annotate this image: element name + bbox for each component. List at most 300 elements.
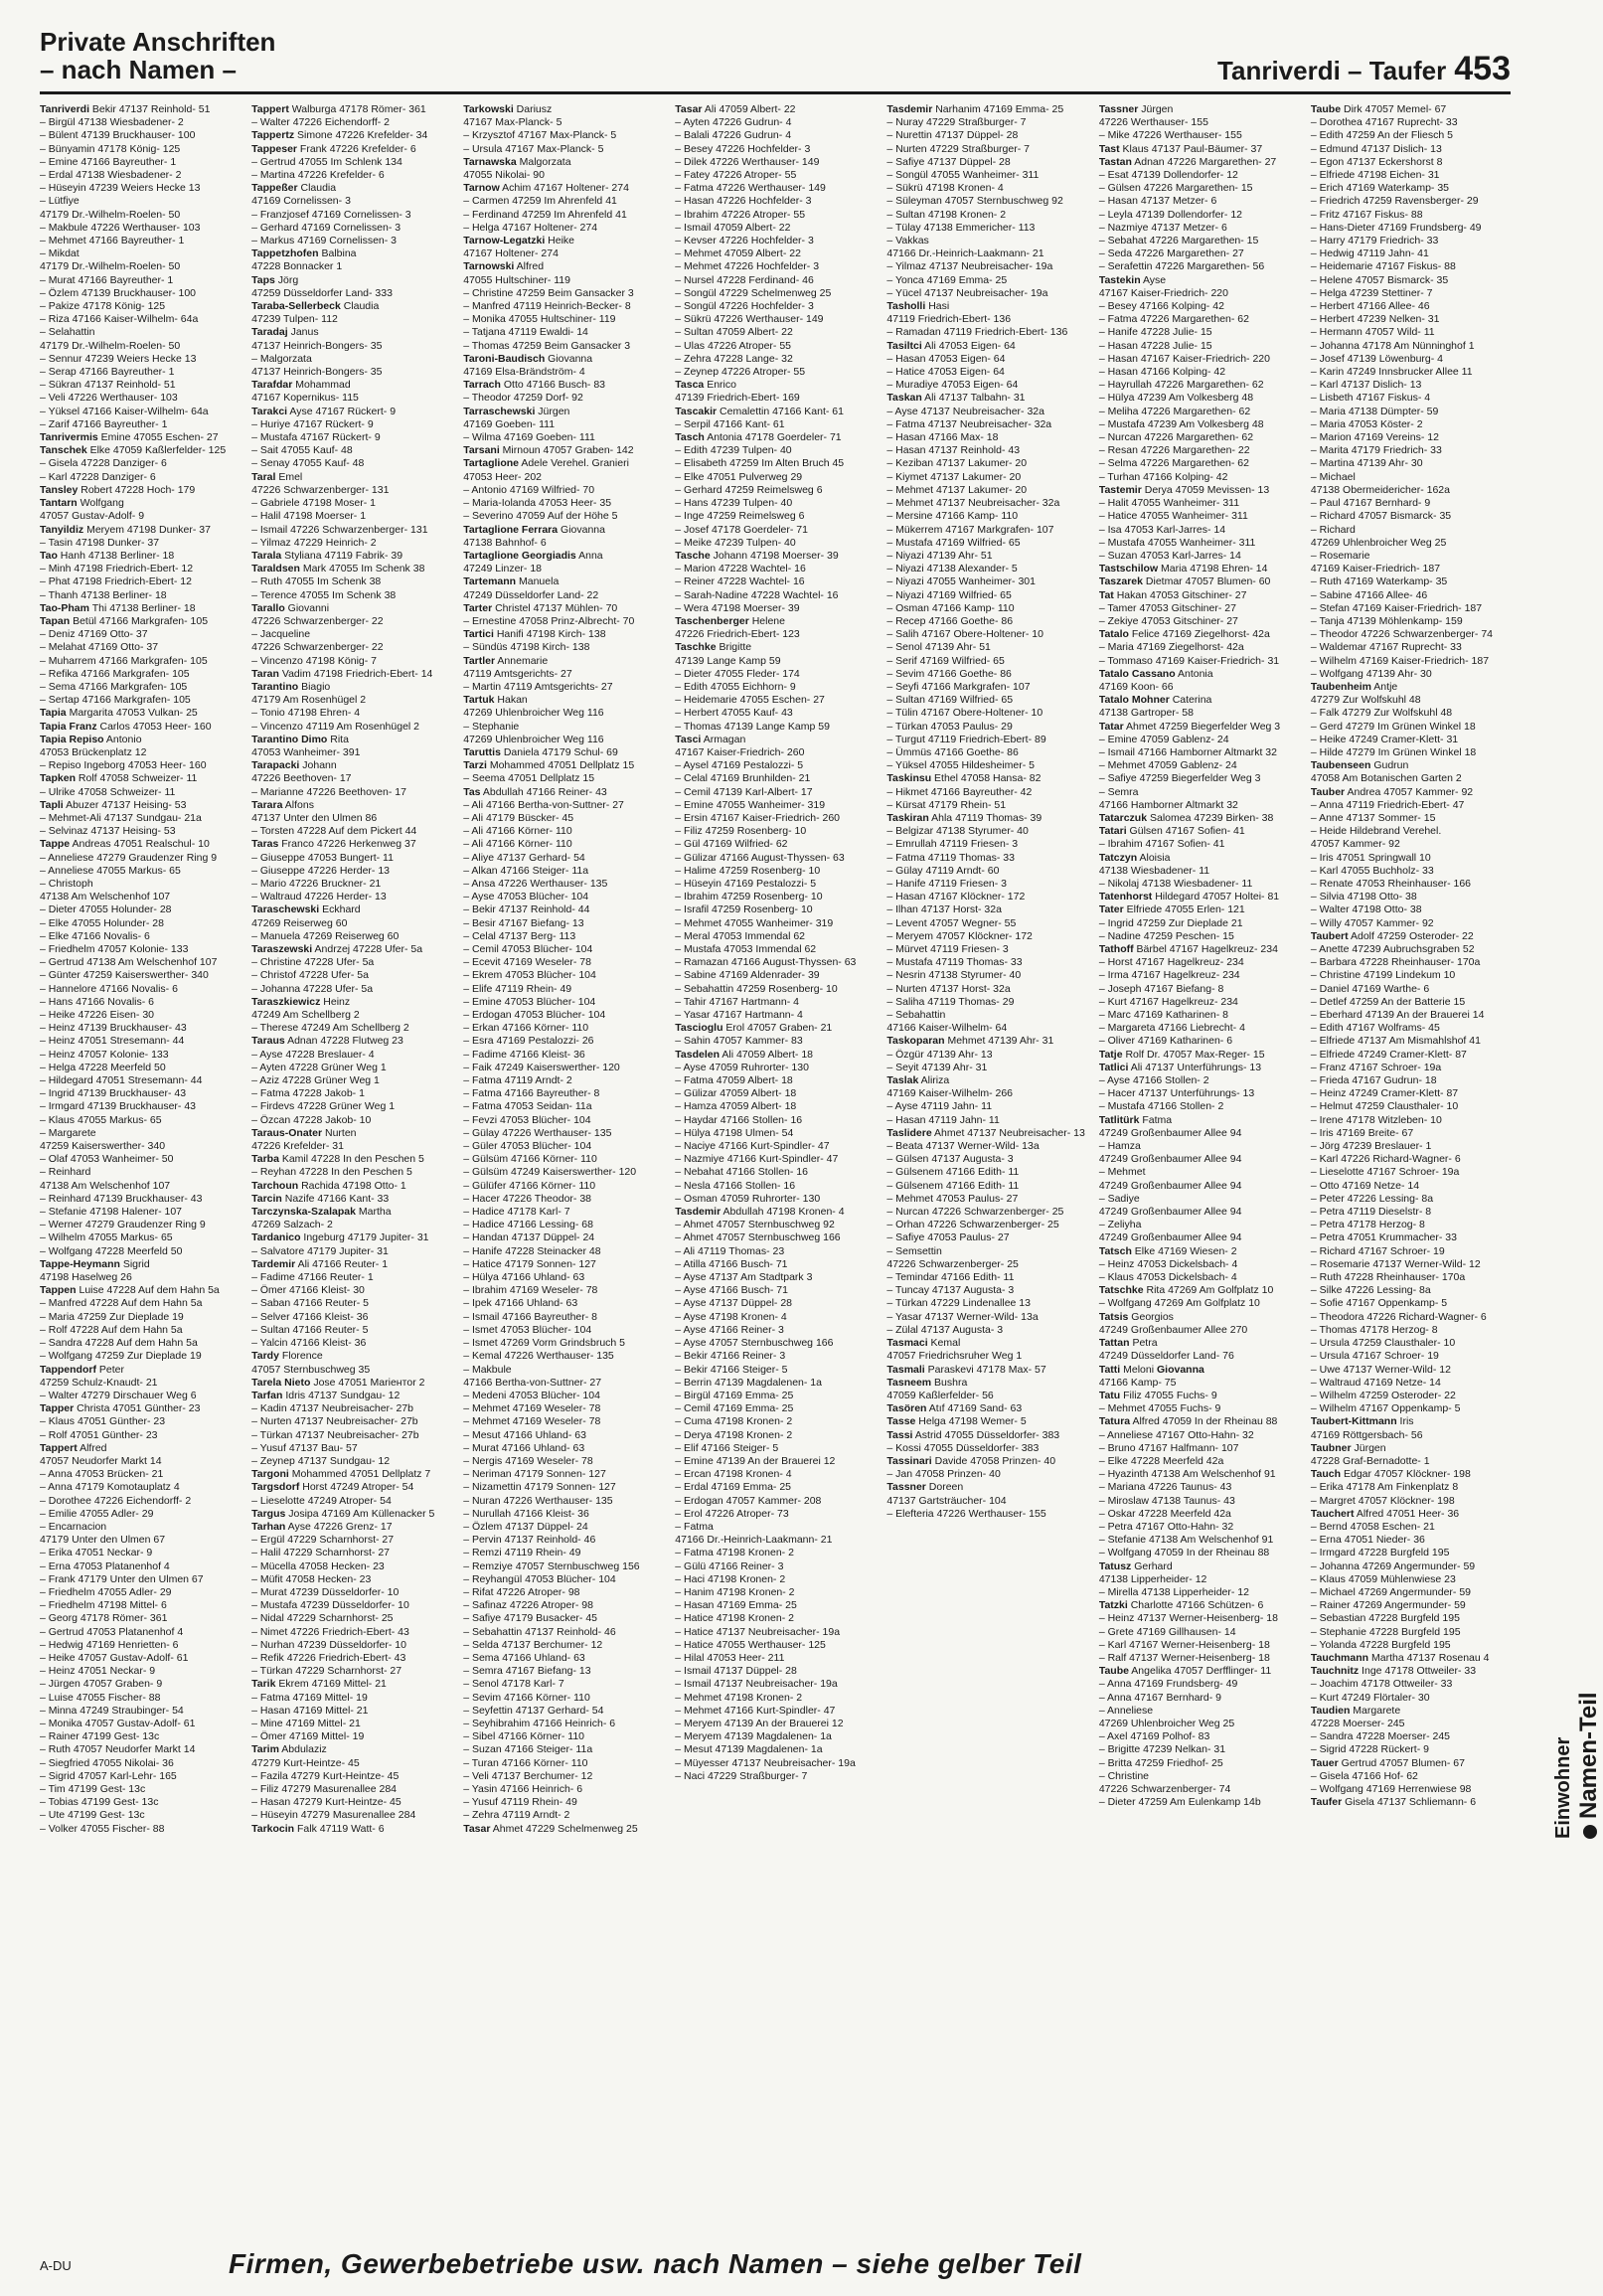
entry-details: 47057 Neudorfer Markt 14 bbox=[40, 1454, 162, 1467]
directory-entry bbox=[886, 1402, 1084, 1415]
entry-details: – Recep 47166 Goethe- 86 bbox=[886, 614, 1014, 627]
directory-entry bbox=[1099, 1219, 1297, 1231]
directory-entry bbox=[251, 1180, 449, 1193]
directory-entry bbox=[886, 366, 1084, 379]
directory-entry bbox=[1311, 1231, 1509, 1244]
entry-details: – Josef 47139 Löwenburg- 4 bbox=[1310, 352, 1444, 365]
entry-details: – Suzan 47053 Karl-Jarres- 14 bbox=[1098, 549, 1241, 562]
entry-details: – Petra 47051 Krummacher- 33 bbox=[1310, 1231, 1457, 1244]
entry-details: – Herbert 47166 Allee- 46 bbox=[1310, 300, 1430, 313]
directory-entry bbox=[675, 287, 873, 300]
entry-details: – Johanna 47228 Ufer- 5a bbox=[251, 982, 374, 995]
surname: Tasneem bbox=[886, 1376, 932, 1389]
directory-entry bbox=[1311, 1692, 1509, 1705]
entry-details: – Thomas 47178 Herzog- 8 bbox=[1310, 1323, 1438, 1336]
name-range-label: Tanriverdi – Taufer bbox=[1217, 56, 1447, 85]
entry-details: – Yilmaz 47229 Heinrich- 2 bbox=[251, 536, 377, 549]
directory-entry bbox=[251, 655, 449, 668]
surname: Tarantino Dimo bbox=[251, 733, 328, 745]
entry-details: – Mükerrem 47167 Markgrafen- 107 bbox=[886, 523, 1054, 536]
directory-entry bbox=[463, 721, 661, 734]
directory-entry bbox=[463, 1521, 661, 1534]
entry-details: – Zülal 47137 Augusta- 3 bbox=[886, 1323, 1004, 1336]
entry-details: Betül 47166 Markgrafen- 105 bbox=[70, 614, 209, 627]
entry-details: 47279 Kurt-Heintze- 45 bbox=[251, 1756, 360, 1769]
entry-details: – Tobias 47199 Gest- 13c bbox=[40, 1796, 159, 1809]
entry-details: – Detlef 47259 An der Batterie 15 bbox=[1310, 995, 1466, 1008]
directory-entry bbox=[675, 865, 873, 878]
surname: Tasche bbox=[675, 549, 711, 562]
directory-entry bbox=[675, 1258, 873, 1271]
entry-details: – Hadice 47178 Karl- 7 bbox=[463, 1206, 570, 1219]
directory-entry bbox=[40, 1258, 238, 1271]
directory-entry bbox=[886, 313, 1084, 326]
directory-entry bbox=[1311, 996, 1509, 1009]
directory-entry bbox=[886, 1284, 1084, 1297]
entry-details: – Gisela 47166 Hof- 62 bbox=[1310, 1769, 1418, 1782]
directory-entry bbox=[1099, 1612, 1297, 1625]
directory-entry bbox=[463, 1377, 661, 1390]
directory-entry bbox=[463, 1390, 661, 1402]
directory-entry bbox=[675, 786, 873, 799]
entry-details: Doreen bbox=[925, 1481, 964, 1494]
directory-entry bbox=[1311, 1009, 1509, 1022]
directory-entry bbox=[251, 418, 449, 431]
surname: Taudien bbox=[1310, 1704, 1351, 1717]
entry-details: – Sultan 47166 Reuter- 5 bbox=[251, 1323, 369, 1336]
entry-details: – Niyazi 47169 Wilfried- 65 bbox=[886, 588, 1012, 601]
surname: Tappe-Heymann bbox=[40, 1257, 120, 1270]
directory-entry bbox=[40, 1442, 238, 1455]
directory-entry bbox=[1099, 182, 1297, 195]
entry-details: – Seema 47051 Dellplatz 15 bbox=[463, 772, 595, 785]
header-rule bbox=[40, 91, 1511, 94]
entry-details: Falk 47119 Watt- 6 bbox=[294, 1822, 385, 1835]
entry-details: – Elefteria 47226 Werthauser- 155 bbox=[886, 1507, 1046, 1520]
entry-details: – Elfriede 47137 Am Mismahlshof 41 bbox=[1310, 1035, 1481, 1048]
entry-details: Atıf 47169 Sand- 63 bbox=[926, 1402, 1023, 1415]
entry-details: – Songül 47055 Wanheimer- 311 bbox=[886, 169, 1040, 182]
entry-details: – Olaf 47053 Wanheimer- 50 bbox=[40, 1153, 174, 1166]
entry-details: – Ersin 47167 Kaiser-Friedrich- 260 bbox=[675, 811, 841, 824]
directory-entry bbox=[1311, 484, 1509, 497]
directory-entry bbox=[1099, 1297, 1297, 1310]
entry-details: – Fevzi 47053 Blücher- 104 bbox=[463, 1113, 591, 1126]
directory-entry bbox=[1099, 235, 1297, 247]
directory-entry bbox=[675, 1757, 873, 1770]
entry-details: – Huriye 47167 Rückert- 9 bbox=[251, 417, 374, 430]
directory-entry bbox=[675, 1730, 873, 1743]
directory-entry bbox=[1311, 1415, 1509, 1428]
entry-details: – Mesut 47139 Magdalenen- 1a bbox=[675, 1743, 823, 1756]
directory-entry bbox=[40, 1547, 238, 1559]
entry-details: – Filiz 47279 Masurenallee 284 bbox=[251, 1783, 398, 1795]
surname: Tarik bbox=[251, 1678, 276, 1691]
directory-entry bbox=[40, 392, 238, 405]
directory-entry bbox=[1311, 655, 1509, 668]
directory-entry bbox=[675, 550, 873, 563]
directory-entry bbox=[886, 838, 1084, 851]
entry-details: – Helga 47239 Stettiner- 7 bbox=[1310, 286, 1433, 299]
surname: Tarnow-Legatzki bbox=[463, 235, 546, 247]
directory-entry bbox=[251, 1823, 449, 1836]
page-footer bbox=[0, 2244, 1596, 2284]
entry-details: – Heinz 47249 Cramer-Klett- 87 bbox=[1310, 1087, 1459, 1100]
entry-details: Alfred bbox=[514, 260, 545, 273]
directory-entry bbox=[251, 1678, 449, 1691]
entry-details: 47179 Dr.-Wilhelm-Roelen- 50 bbox=[40, 208, 181, 221]
directory-entry bbox=[1099, 537, 1297, 550]
entry-details: Abdullah 47166 Reiner- 43 bbox=[480, 785, 607, 798]
entry-details: – Sevim 47166 Goethe- 86 bbox=[886, 667, 1012, 680]
entry-details: – Fatma 47137 Neubreisacher- 32a bbox=[886, 417, 1052, 430]
entry-details: Ali 47137 Unterführungs- 13 bbox=[1128, 1061, 1262, 1073]
entry-details: – Hikmet 47166 Bayreuther- 42 bbox=[886, 785, 1033, 798]
entry-details: – Nesrin 47138 Styrumer- 40 bbox=[886, 969, 1022, 982]
entry-details: – Hülya 47239 Am Volkesberg 48 bbox=[1098, 392, 1254, 405]
surname: Tarakci bbox=[251, 405, 288, 417]
directory-entry bbox=[40, 143, 238, 156]
directory-entry bbox=[40, 759, 238, 772]
entry-details: Rita bbox=[327, 733, 349, 745]
directory-entry bbox=[251, 1415, 449, 1428]
entry-details: – Ursula 47167 Max-Planck- 5 bbox=[463, 142, 604, 155]
entry-details: – Monika 47055 Hultschiner- 119 bbox=[463, 313, 616, 326]
entry-details: – Ayse 47137 Am Stadtpark 3 bbox=[675, 1271, 813, 1284]
entry-details: Helga 47198 Wemer- 5 bbox=[915, 1415, 1027, 1428]
entry-details: – Remziye 47057 Sternbuschweg 156 bbox=[463, 1559, 640, 1572]
directory-entry bbox=[463, 1284, 661, 1297]
entry-details: – Israfil 47259 Rosenberg- 10 bbox=[675, 903, 813, 916]
directory-entry bbox=[40, 209, 238, 222]
directory-entry bbox=[1311, 865, 1509, 878]
directory-entry bbox=[251, 1350, 449, 1363]
directory-entry bbox=[251, 930, 449, 943]
entry-details: 47259 Schulz-Knaudt- 21 bbox=[40, 1376, 158, 1389]
directory-entry bbox=[40, 694, 238, 707]
directory-entry bbox=[675, 917, 873, 930]
entry-details: 47169 Koon- 66 bbox=[1098, 680, 1174, 693]
directory-entry bbox=[463, 575, 661, 588]
directory-entry bbox=[251, 1258, 449, 1271]
directory-entry bbox=[463, 537, 661, 550]
entry-details: – Ismail 47137 Neubreisacher- 19a bbox=[675, 1678, 838, 1691]
entry-details: – Gerd 47279 Im Grünen Winkel 18 bbox=[1310, 720, 1476, 733]
entry-details: – Manfred 47228 Auf dem Hahn 5a bbox=[40, 1297, 203, 1310]
directory-entry bbox=[886, 772, 1084, 785]
directory-entry bbox=[40, 1718, 238, 1730]
directory-entry bbox=[675, 589, 873, 602]
entry-details: – Josef 47178 Goerdeler- 71 bbox=[675, 523, 808, 536]
surname: Taraschewski bbox=[251, 903, 320, 916]
entry-details: – Hans 47239 Tulpen- 40 bbox=[675, 497, 793, 510]
surname: Tao-Pham bbox=[40, 601, 89, 614]
directory-entry bbox=[1311, 1547, 1509, 1559]
entry-details: – Frieda 47167 Gudrun- 18 bbox=[1310, 1074, 1437, 1087]
directory-entry bbox=[1099, 1743, 1297, 1756]
entry-details: – Meryem 47139 Magdalenen- 1a bbox=[675, 1730, 832, 1743]
entry-details: – Mehmet 47169 Weseler- 78 bbox=[463, 1402, 601, 1415]
directory-entry bbox=[886, 602, 1084, 615]
entry-details: – Özlem 47137 Düppel- 24 bbox=[463, 1520, 588, 1533]
directory-entry bbox=[675, 1219, 873, 1231]
directory-entry bbox=[251, 103, 449, 116]
entry-details: – Maria 47053 Köster- 2 bbox=[1310, 417, 1423, 430]
entry-details: – Kossi 47055 Düsseldorfer- 383 bbox=[886, 1441, 1040, 1454]
directory-entry bbox=[1099, 825, 1297, 838]
entry-details: – Mariana 47226 Taunus- 43 bbox=[1098, 1481, 1232, 1494]
entry-details: Elfriede 47055 Erlen- 121 bbox=[1123, 903, 1245, 916]
bullet-dot-icon bbox=[1583, 1825, 1597, 1839]
entry-details: 47167 Kaiser-Friedrich- 220 bbox=[1098, 286, 1228, 299]
directory-entry bbox=[886, 1180, 1084, 1193]
directory-entry bbox=[251, 1573, 449, 1586]
directory-entry bbox=[251, 406, 449, 418]
directory-entry bbox=[251, 182, 449, 195]
directory-entry bbox=[1099, 156, 1297, 169]
entry-details: Giovanni bbox=[284, 601, 330, 614]
surname: Taschenberger bbox=[675, 614, 749, 627]
surname: Tatalo bbox=[1098, 628, 1129, 641]
entry-details: Ethel 47058 Hansa- 82 bbox=[931, 772, 1042, 785]
directory-entry bbox=[1099, 668, 1297, 681]
surname: Tappertz bbox=[251, 129, 295, 142]
directory-entry bbox=[1099, 891, 1297, 903]
surname: Taroni-Baudisch bbox=[463, 352, 546, 365]
entry-details: Abdulaziz bbox=[278, 1743, 327, 1756]
directory-entry bbox=[463, 353, 661, 366]
entry-details: – Ibrahim 47226 Atroper- 55 bbox=[675, 208, 806, 221]
entry-details: – Senol 47178 Karl- 7 bbox=[463, 1678, 564, 1691]
directory-entry bbox=[40, 222, 238, 235]
entry-details: – Dorothee 47226 Eichendorff- 2 bbox=[40, 1494, 192, 1507]
entry-details: – Anneliese bbox=[1098, 1704, 1154, 1717]
directory-entry bbox=[40, 799, 238, 812]
entry-details: 47057 Gustav-Adolf- 9 bbox=[40, 510, 145, 523]
directory-entry bbox=[886, 1455, 1084, 1468]
entry-details: – Sündüs 47198 Kirch- 138 bbox=[463, 641, 590, 654]
entry-details: – Mehmet 47059 Gablenz- 24 bbox=[1098, 759, 1237, 772]
entry-details: – Gerhard 47259 Reimelsweg 6 bbox=[675, 483, 823, 496]
directory-entry bbox=[463, 379, 661, 392]
entry-details: – Hatice 47137 Neubreisacher- 19a bbox=[675, 1625, 841, 1638]
directory-entry bbox=[463, 825, 661, 838]
entry-details: – Karl 47167 Werner-Heisenberg- 18 bbox=[1098, 1638, 1270, 1651]
entry-details: – Tanja 47139 Möhlenkamp- 159 bbox=[1310, 614, 1463, 627]
entry-details: Adnan 47228 Flutweg 23 bbox=[284, 1035, 403, 1048]
entry-details: – Ahmet 47057 Sternbuschweg 166 bbox=[675, 1231, 841, 1244]
directory-entry bbox=[1099, 524, 1297, 537]
entry-details: – Ali 47179 Büscker- 45 bbox=[463, 811, 574, 824]
directory-entry bbox=[886, 878, 1084, 891]
entry-details: Brigitte bbox=[716, 641, 752, 654]
entry-details: – Sükrü 47198 Kronen- 4 bbox=[886, 182, 1004, 195]
section-title-line2: – nach Namen – bbox=[40, 55, 237, 84]
directory-entry bbox=[251, 1652, 449, 1665]
directory-entry bbox=[675, 326, 873, 339]
directory-entry bbox=[886, 156, 1084, 169]
entry-details: Carlos 47053 Heer- 160 bbox=[96, 720, 212, 733]
entry-details: – Heidemarie 47167 Fiskus- 88 bbox=[1310, 260, 1456, 273]
entry-details: – Gülizar 47059 Albert- 18 bbox=[675, 1087, 797, 1100]
directory-entry bbox=[675, 1324, 873, 1337]
surname: Tarraschewski bbox=[463, 405, 536, 417]
entry-details: – Hyazinth 47138 Am Welschenhof 91 bbox=[1098, 1468, 1276, 1481]
directory-entry bbox=[886, 1100, 1084, 1113]
directory-entry bbox=[886, 655, 1084, 668]
directory-entry bbox=[675, 891, 873, 903]
directory-entry bbox=[1311, 1783, 1509, 1796]
entry-details: – Ursula 47259 Clausthaler- 10 bbox=[1310, 1337, 1456, 1350]
directory-entry bbox=[40, 1049, 238, 1062]
entry-details: – Ingrid 47259 Zur Dieplade 21 bbox=[1098, 916, 1243, 929]
directory-entry bbox=[463, 497, 661, 510]
directory-entry bbox=[463, 812, 661, 825]
directory-entry bbox=[675, 1114, 873, 1127]
directory-entry bbox=[463, 1678, 661, 1691]
entry-details: – Klaus 47051 Günther- 23 bbox=[40, 1415, 166, 1428]
directory-entry bbox=[463, 917, 661, 930]
entry-details: – Karl 47228 Danziger- 6 bbox=[40, 470, 156, 483]
entry-details: – Saban 47166 Reuter- 5 bbox=[251, 1297, 370, 1310]
directory-entry bbox=[1099, 287, 1297, 300]
entry-details: – Zehra 47119 Arndt- 2 bbox=[463, 1809, 570, 1822]
directory-entry bbox=[675, 983, 873, 996]
directory-entry bbox=[251, 143, 449, 156]
directory-entry bbox=[886, 1062, 1084, 1074]
entry-details: – Minh 47198 Friedrich-Ebert- 12 bbox=[40, 563, 194, 575]
directory-entry bbox=[675, 1495, 873, 1508]
entry-details: – Anette 47239 Aubruchsgraben 52 bbox=[1310, 943, 1475, 955]
directory-entry bbox=[40, 1429, 238, 1442]
entry-details: – Helmut 47259 Clausthaler- 10 bbox=[1310, 1100, 1459, 1113]
entry-details: – Torsten 47228 Auf dem Pickert 44 bbox=[251, 825, 417, 838]
directory-entry bbox=[675, 878, 873, 891]
entry-details: – Dieter 47055 Holunder- 28 bbox=[40, 903, 172, 916]
entry-details: – Nimet 47226 Friedrich-Ebert- 43 bbox=[251, 1625, 409, 1638]
directory-entry bbox=[251, 707, 449, 720]
directory-entry bbox=[886, 1337, 1084, 1350]
directory-entry bbox=[463, 340, 661, 353]
directory-entry bbox=[675, 721, 873, 734]
entry-details: – Minna 47249 Straubinger- 54 bbox=[40, 1704, 184, 1717]
entry-details: Abuzer 47137 Heising- 53 bbox=[63, 798, 187, 811]
directory-entry bbox=[675, 1022, 873, 1035]
entry-details: Ayse 47226 Grenz- 17 bbox=[285, 1520, 393, 1533]
directory-entry bbox=[40, 1311, 238, 1324]
directory-entry bbox=[251, 313, 449, 326]
entry-details: – Heinz 47051 Neckar- 9 bbox=[40, 1665, 156, 1678]
directory-entry bbox=[463, 1809, 661, 1822]
entry-details: – Fatey 47226 Atroper- 55 bbox=[675, 169, 797, 182]
directory-entry bbox=[886, 707, 1084, 720]
entry-details: – Walter 47198 Otto- 38 bbox=[1310, 903, 1422, 916]
surname: Tater bbox=[1098, 903, 1124, 916]
directory-entry bbox=[886, 116, 1084, 129]
directory-entry bbox=[1311, 956, 1509, 969]
surname: Tasch bbox=[675, 431, 705, 444]
entry-details: – Sultan 47198 Kronen- 2 bbox=[886, 208, 1007, 221]
directory-entry bbox=[251, 1297, 449, 1310]
entry-details: 47167 Kaiser-Friedrich- 260 bbox=[675, 745, 805, 758]
entry-details: – Haci 47198 Kronen- 2 bbox=[675, 1572, 786, 1585]
directory-entry bbox=[675, 169, 873, 182]
directory-entry bbox=[675, 313, 873, 326]
entry-details: – Margareta 47166 Liebrecht- 4 bbox=[1098, 1022, 1245, 1035]
entry-details: – Osman 47166 Kamp- 110 bbox=[886, 601, 1015, 614]
directory-entry bbox=[40, 812, 238, 825]
directory-entry bbox=[40, 1783, 238, 1796]
surname: Tassi bbox=[886, 1428, 913, 1441]
entry-details: Daniela 47179 Schul- 69 bbox=[500, 745, 618, 758]
directory-entry bbox=[1099, 1074, 1297, 1087]
directory-entry bbox=[1311, 247, 1509, 260]
entry-details: – Anne 47137 Sommer- 15 bbox=[1310, 811, 1436, 824]
directory-entry bbox=[40, 1573, 238, 1586]
entry-details: 47179 Dr.-Wilhelm-Roelen- 50 bbox=[40, 260, 181, 273]
surname: Tast bbox=[1098, 142, 1120, 155]
directory-entry bbox=[886, 786, 1084, 799]
entry-details: Derya 47059 Mevissen- 13 bbox=[1141, 483, 1270, 496]
entry-details: Rolf 47058 Schweizer- 11 bbox=[75, 772, 198, 785]
entry-details: – Herbert 47055 Kauf- 43 bbox=[675, 707, 793, 720]
entry-details: – Hacer 47137 Unterführungs- 13 bbox=[1098, 1087, 1255, 1100]
entry-details: – Celal 47137 Berg- 113 bbox=[463, 929, 576, 942]
entry-details: Filiz 47055 Fuchs- 9 bbox=[1120, 1389, 1217, 1401]
entry-details: – Yusuf 47119 Rhein- 49 bbox=[463, 1796, 577, 1809]
entry-details: – Sultan 47059 Albert- 22 bbox=[675, 326, 793, 339]
surname: Tarchoun bbox=[251, 1179, 299, 1192]
entry-details: – Elke 47228 Meerfeld 42a bbox=[1098, 1454, 1224, 1467]
surname: Tartici bbox=[463, 628, 494, 641]
directory-entry bbox=[251, 550, 449, 563]
entry-details: – Hasan 47226 Hochfelder- 3 bbox=[675, 195, 812, 208]
directory-entry bbox=[1311, 182, 1509, 195]
entry-details: – Heinz 47139 Bruckhauser- 43 bbox=[40, 1022, 187, 1035]
directory-entry bbox=[1099, 1245, 1297, 1258]
directory-entry bbox=[1311, 471, 1509, 484]
entry-details: – Maria 47169 Ziegelhorst- 42a bbox=[1098, 641, 1244, 654]
surname: Tauch bbox=[1310, 1468, 1342, 1481]
entry-details: – Cuma 47198 Kronen- 2 bbox=[675, 1415, 793, 1428]
entry-details: – Edith 47239 Tulpen- 40 bbox=[675, 444, 792, 457]
directory-entry bbox=[463, 1193, 661, 1206]
entry-details: 47059 Kaßlerfelder- 56 bbox=[886, 1389, 994, 1401]
directory-entry bbox=[1099, 1127, 1297, 1140]
directory-entry bbox=[463, 1442, 661, 1455]
directory-entry bbox=[251, 1022, 449, 1035]
entry-details: – Handan 47137 Düppel- 24 bbox=[463, 1231, 595, 1244]
entry-details: – Friedhelm 47055 Adler- 29 bbox=[40, 1585, 172, 1598]
entry-details: – Phat 47198 Friedrich-Ebert- 12 bbox=[40, 575, 192, 588]
directory-entry bbox=[1311, 563, 1509, 575]
entry-details: – Reiner 47228 Wachtel- 16 bbox=[675, 575, 805, 588]
directory-entry bbox=[1311, 1626, 1509, 1639]
directory-entry bbox=[1099, 589, 1297, 602]
entry-details: – Sebastian 47228 Burgfeld 195 bbox=[1310, 1612, 1460, 1625]
directory-entry bbox=[1099, 1599, 1297, 1612]
entry-details: Sigrid bbox=[119, 1257, 150, 1270]
entry-details: Alfons bbox=[282, 798, 314, 811]
directory-entry bbox=[463, 406, 661, 418]
surname: Tatlici bbox=[1098, 1061, 1129, 1073]
entry-details: – Elke 47055 Holunder- 28 bbox=[40, 916, 164, 929]
entry-details: – Theodor 47226 Schwarzenberger- 74 bbox=[1310, 628, 1493, 641]
directory-entry bbox=[1311, 169, 1509, 182]
entry-details: Ali 47053 Eigen- 64 bbox=[921, 339, 1016, 352]
directory-entry bbox=[1099, 1547, 1297, 1559]
entry-details: – Veli 47137 Berchumer- 12 bbox=[463, 1769, 593, 1782]
